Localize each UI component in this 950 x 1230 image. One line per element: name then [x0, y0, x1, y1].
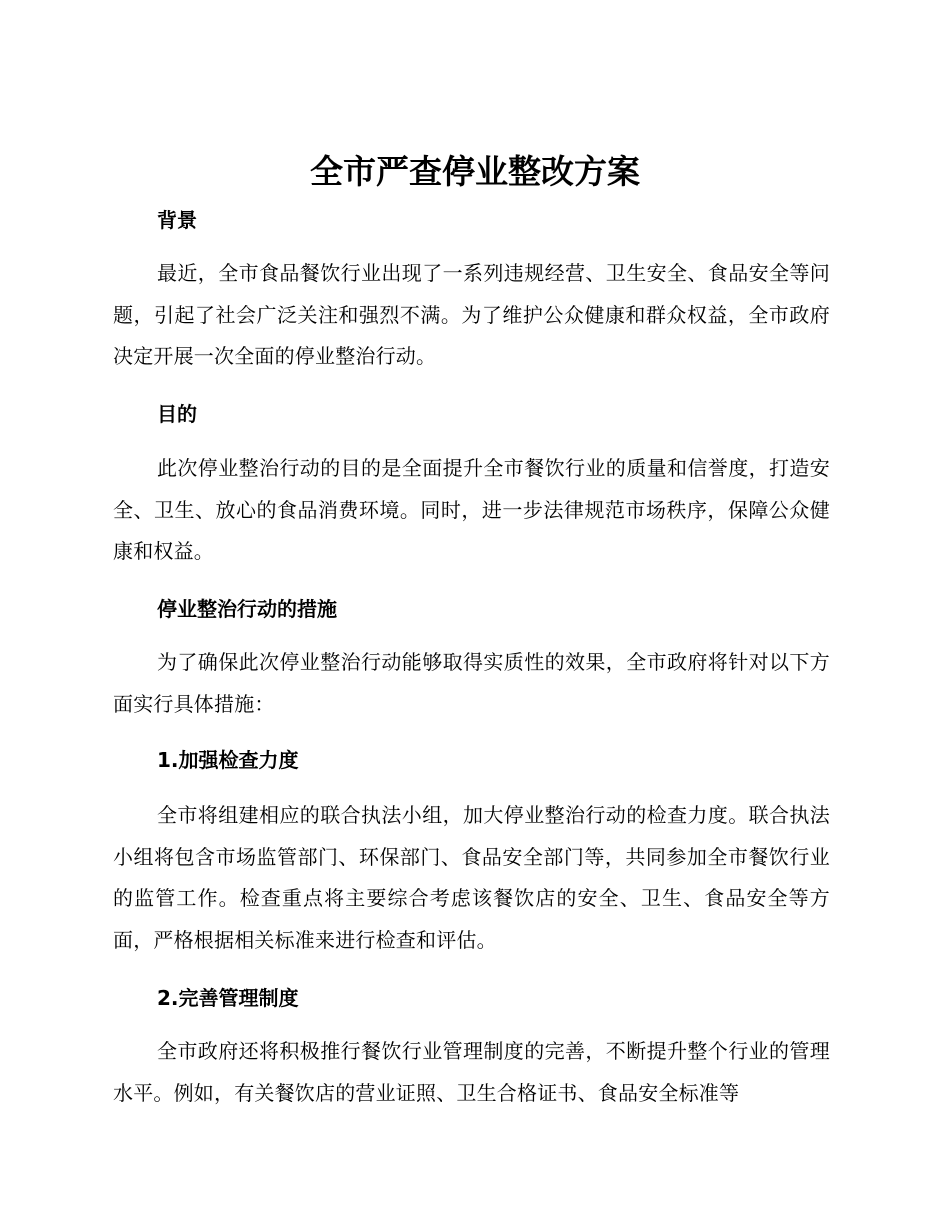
- section-heading-purpose: 目的: [157, 402, 197, 426]
- document-title: 全市严查停业整改方案: [310, 152, 640, 191]
- section-paragraph-management: 全市政府还将积极推行餐饮行业管理制度的完善，不断提升整个行业的管理水平。例如，有关餐饮店的营业证照、卫生合格证书、食品安全标准等: [113, 1039, 830, 1105]
- section-paragraph-measures: 为了确保此次停业整治行动能够取得实质性的效果，全市政府将针对以下方面实行具体措施：: [113, 650, 830, 716]
- section-paragraph-inspection: 全市将组建相应的联合执法小组，加大停业整治行动的检查力度。联合执法小组将包含市场监管部门、环保部门、食品安全部门等，共同参加全市餐饮行业的监管工作。检查重点将主要综合考虑该餐饮店的安全、卫生、食品安全等方面，严格根据相关标准来进行检查和评估。: [113, 803, 830, 952]
- section-heading-background: 背景: [157, 208, 197, 232]
- section-heading-management: 2.完善管理制度: [157, 986, 299, 1010]
- section-heading-inspection: 1.加强检查力度: [157, 748, 299, 772]
- section-paragraph-background: 最近，全市食品餐饮行业出现了一系列违规经营、卫生安全、食品安全等问题，引起了社会广泛关注和强烈不满。为了维护公众健康和群众权益，全市政府决定开展一次全面的停业整治行动。: [113, 261, 830, 368]
- section-heading-measures: 停业整治行动的措施: [157, 597, 337, 621]
- section-paragraph-purpose: 此次停业整治行动的目的是全面提升全市餐饮行业的质量和信誉度，打造安全、卫生、放心的食品消费环境。同时，进一步法律规范市场秩序，保障公众健康和权益。: [113, 456, 830, 563]
